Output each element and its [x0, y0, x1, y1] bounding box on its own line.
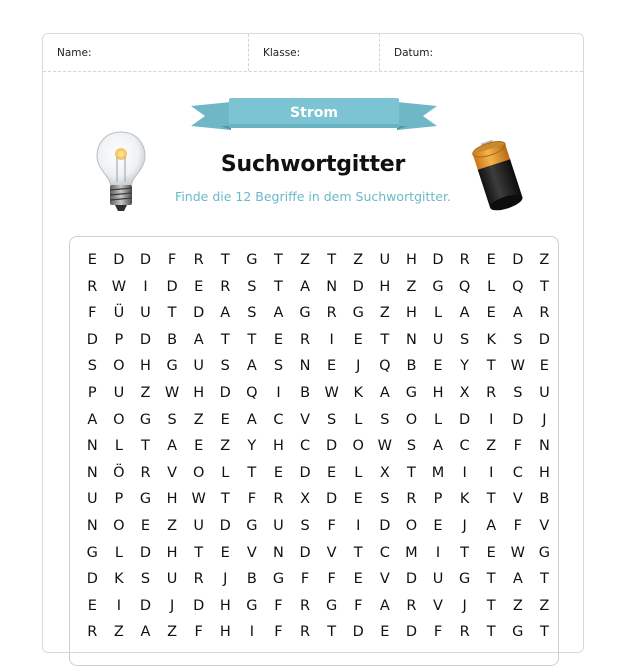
grid-letter[interactable]: G — [458, 571, 471, 588]
grid-letter[interactable]: T — [194, 544, 204, 561]
grid-letter[interactable]: E — [220, 411, 230, 428]
grid-letter[interactable]: W — [111, 278, 127, 295]
grid-letter[interactable]: G — [326, 597, 338, 614]
grid-letter[interactable]: F — [247, 491, 257, 508]
worksheet-instruction: Finde die 12 Begriffe in dem Suchwortgitter. — [175, 189, 451, 204]
grid-letter[interactable]: T — [220, 331, 230, 348]
grid-letter[interactable]: K — [353, 384, 363, 401]
grid-letter[interactable]: G — [86, 544, 98, 561]
grid-letter[interactable]: P — [433, 491, 443, 508]
grid-letter[interactable]: A — [433, 438, 443, 455]
grid-letter[interactable]: T — [539, 624, 549, 641]
grid-letter[interactable]: D — [139, 252, 152, 268]
grid-letter[interactable]: W — [510, 358, 525, 375]
grid-letter[interactable]: E — [353, 571, 363, 588]
grid-letter[interactable]: S — [327, 411, 337, 428]
grid-letter[interactable]: D — [538, 331, 550, 348]
grid-letter[interactable]: Ü — [113, 305, 125, 322]
grid-letter[interactable]: I — [435, 544, 441, 561]
grid-letter[interactable]: T — [539, 571, 549, 588]
grid-letter[interactable]: F — [274, 597, 283, 614]
grid-letter[interactable]: R — [300, 331, 311, 348]
grid-letter[interactable]: L — [433, 411, 443, 428]
grid-letter[interactable]: E — [433, 517, 443, 534]
grid-letter[interactable]: I — [276, 384, 281, 401]
datum-label: Datum: — [394, 47, 434, 59]
grid-letter[interactable]: M — [431, 464, 445, 481]
grid-letter[interactable]: D — [113, 252, 125, 268]
grid-letter[interactable]: Z — [486, 438, 497, 455]
grid-letter[interactable]: S — [273, 358, 284, 375]
grid-letter[interactable]: N — [538, 438, 550, 455]
grid-letter[interactable]: E — [433, 358, 443, 375]
grid-letter[interactable]: Z — [220, 438, 231, 455]
grid-letter[interactable]: F — [327, 517, 336, 534]
grid-letter[interactable]: O — [113, 411, 125, 428]
grid-letter[interactable]: A — [379, 384, 390, 401]
grid-letter[interactable]: T — [247, 331, 257, 348]
grid-letter[interactable]: R — [326, 305, 337, 322]
grid-letter[interactable]: P — [87, 384, 97, 401]
grid-letter[interactable]: V — [326, 544, 337, 561]
grid-letter[interactable]: F — [327, 571, 336, 588]
grid-letter[interactable]: H — [273, 438, 284, 455]
grid-letter[interactable]: T — [486, 358, 496, 375]
grid-letter[interactable]: O — [405, 517, 418, 534]
grid-letter[interactable]: L — [221, 464, 230, 481]
grid-letter[interactable]: T — [141, 438, 150, 455]
grid-letter[interactable]: A — [193, 331, 204, 348]
grid-letter[interactable]: D — [405, 571, 417, 588]
grid-letter[interactable]: N — [299, 358, 311, 375]
grid-letter[interactable]: D — [326, 491, 338, 508]
grid-letter[interactable]: W — [377, 438, 392, 455]
grid-letter[interactable]: S — [460, 331, 470, 348]
grid-letter[interactable]: Z — [379, 305, 390, 322]
grid-letter[interactable]: D — [219, 384, 231, 401]
grid-letter[interactable]: V — [167, 464, 178, 481]
grid-letter[interactable]: E — [353, 331, 363, 348]
grid-letter[interactable]: G — [272, 571, 285, 588]
grid-letter[interactable]: S — [513, 384, 523, 401]
grid-letter[interactable]: Z — [300, 252, 311, 268]
grid-letter[interactable]: D — [405, 624, 417, 641]
grid-letter[interactable]: Y — [460, 358, 470, 375]
grid-letter[interactable]: A — [379, 597, 390, 614]
grid-letter[interactable]: A — [87, 411, 98, 428]
grid-letter[interactable]: T — [220, 491, 230, 508]
topic-label: Strom — [290, 105, 338, 121]
grid-letter[interactable]: V — [300, 411, 310, 428]
grid-letter[interactable]: T — [486, 597, 496, 614]
grid-letter[interactable]: F — [513, 438, 522, 455]
grid-letter[interactable]: H — [219, 597, 231, 614]
grid-letter[interactable]: S — [247, 278, 257, 295]
grid-letter[interactable]: E — [327, 464, 337, 481]
worksheet — [42, 33, 584, 653]
grid-letter[interactable]: O — [113, 517, 125, 534]
grid-letter[interactable]: J — [462, 517, 467, 534]
klasse-label: Klasse: — [263, 47, 301, 59]
grid-letter[interactable]: G — [246, 597, 258, 614]
grid-letter[interactable]: J — [169, 597, 175, 614]
grid-letter[interactable]: F — [354, 597, 363, 614]
grid-letter[interactable]: Z — [353, 252, 364, 268]
klasse-field[interactable] — [249, 34, 380, 71]
grid-letter[interactable]: G — [538, 544, 551, 561]
grid-letter[interactable]: C — [273, 411, 284, 428]
grid-letter[interactable]: J — [542, 411, 547, 428]
grid-letter[interactable]: E — [87, 597, 97, 614]
grid-letter[interactable]: A — [140, 624, 151, 641]
datum-field[interactable] — [380, 34, 583, 71]
grid-letter[interactable]: L — [433, 305, 443, 322]
grid-letter[interactable]: G — [405, 384, 418, 401]
grid-letter[interactable]: U — [166, 571, 178, 588]
grid-letter[interactable]: N — [273, 544, 284, 561]
grid-letter[interactable]: R — [300, 597, 311, 614]
grid-letter[interactable]: B — [406, 358, 417, 375]
grid-letter[interactable]: U — [539, 384, 550, 401]
grid-letter[interactable]: H — [166, 544, 178, 561]
grid-letter[interactable]: N — [326, 278, 338, 295]
grid-letter[interactable]: E — [486, 544, 496, 561]
grid-letter[interactable]: N — [86, 438, 98, 455]
grid-letter[interactable]: Z — [539, 252, 550, 268]
grid-letter[interactable]: Q — [458, 278, 471, 295]
grid-letter[interactable]: G — [299, 305, 311, 322]
grid-letter[interactable]: W — [510, 544, 525, 561]
grid-letter[interactable]: T — [274, 252, 283, 268]
grid-letter[interactable]: H — [405, 305, 417, 322]
grid-letter[interactable]: G — [246, 252, 258, 268]
grid-letter[interactable]: A — [246, 411, 257, 428]
grid-letter[interactable]: S — [87, 358, 97, 375]
grid-letter[interactable]: E — [486, 305, 496, 322]
grid-letter[interactable]: D — [219, 517, 231, 534]
grid-letter[interactable]: F — [300, 571, 310, 588]
grid-letter[interactable]: I — [356, 517, 361, 534]
grid-letter[interactable]: Q — [246, 384, 258, 401]
grid-letter[interactable]: G — [166, 358, 178, 375]
grid-letter[interactable]: F — [513, 517, 522, 534]
grid-letter[interactable]: I — [249, 624, 254, 641]
grid-letter[interactable]: C — [459, 438, 470, 455]
grid-letter[interactable]: J — [223, 571, 228, 588]
grid-letter[interactable]: A — [300, 278, 310, 295]
grid-letter[interactable]: M — [405, 544, 418, 561]
grid-letter[interactable]: T — [247, 464, 257, 481]
grid-letter[interactable]: T — [327, 252, 337, 268]
grid-letter[interactable]: W — [191, 491, 206, 508]
grid-letter[interactable]: I — [329, 331, 334, 348]
grid-letter[interactable]: U — [432, 331, 444, 348]
grid-letter[interactable]: Z — [113, 624, 124, 641]
grid-letter[interactable]: X — [379, 464, 390, 481]
grid-letter[interactable]: E — [486, 252, 496, 268]
grid-letter[interactable]: D — [139, 544, 152, 561]
grid-letter[interactable]: E — [380, 624, 390, 641]
grid-letter[interactable]: D — [86, 571, 98, 588]
grid-letter[interactable]: K — [486, 331, 496, 348]
grid-letter[interactable]: H — [219, 624, 231, 641]
worksheet-title: Suchwortgitter — [220, 152, 406, 177]
grid-letter[interactable]: E — [273, 331, 284, 348]
grid-letter[interactable]: E — [140, 517, 151, 534]
grid-letter[interactable]: L — [114, 438, 123, 455]
grid-letter[interactable]: R — [87, 624, 98, 641]
grid-letter[interactable]: D — [432, 252, 444, 268]
grid-letter[interactable]: H — [405, 252, 417, 268]
grid-letter[interactable]: S — [300, 517, 310, 534]
grid-letter[interactable]: S — [247, 305, 257, 322]
grid-letter[interactable]: T — [380, 331, 390, 348]
name-field[interactable] — [43, 34, 249, 71]
grid-letter[interactable]: U — [273, 517, 284, 534]
grid-letter[interactable]: D — [193, 597, 205, 614]
grid-letter[interactable]: F — [167, 252, 177, 268]
grid-letter[interactable]: E — [194, 278, 204, 295]
grid-letter[interactable]: U — [432, 571, 444, 588]
grid-letter[interactable]: S — [167, 411, 177, 428]
grid-letter[interactable]: X — [300, 491, 311, 508]
grid-letter[interactable]: U — [113, 384, 125, 401]
grid-letter[interactable]: H — [432, 384, 444, 401]
grid-letter[interactable]: H — [140, 358, 151, 375]
grid-letter[interactable]: D — [139, 331, 152, 348]
grid-letter[interactable]: T — [406, 464, 416, 481]
grid-letter[interactable]: C — [379, 544, 390, 561]
grid-letter[interactable]: G — [432, 278, 444, 295]
grid-letter[interactable]: A — [273, 305, 284, 322]
grid-letter[interactable]: D — [166, 278, 178, 295]
grid-letter[interactable]: E — [194, 438, 204, 455]
grid-letter[interactable]: T — [460, 544, 470, 561]
grid-letter[interactable]: R — [87, 278, 98, 295]
grid-letter[interactable]: S — [140, 571, 151, 588]
topic-banner — [191, 96, 437, 134]
student-info-row — [43, 34, 583, 72]
grid-letter[interactable]: N — [405, 331, 417, 348]
grid-letter[interactable]: W — [324, 384, 339, 401]
grid-letter[interactable]: B — [167, 331, 178, 348]
grid-letter[interactable]: S — [380, 491, 390, 508]
grid-letter[interactable]: A — [512, 305, 523, 322]
grid-letter[interactable]: R — [273, 491, 284, 508]
grid-letter[interactable]: I — [116, 597, 122, 614]
grid-letter[interactable]: T — [486, 491, 496, 508]
grid-letter[interactable]: I — [489, 411, 494, 428]
grid-letter[interactable]: L — [354, 411, 363, 428]
grid-letter[interactable]: D — [512, 252, 524, 268]
grid-letter[interactable]: T — [486, 571, 496, 588]
grid-letter[interactable]: A — [459, 305, 470, 322]
grid-letter[interactable]: O — [352, 438, 364, 455]
grid-letter[interactable]: U — [193, 358, 204, 375]
grid-letter[interactable]: G — [139, 411, 152, 428]
grid-letter[interactable]: U — [86, 491, 98, 508]
grid-letter[interactable]: T — [220, 252, 230, 268]
grid-letter[interactable]: T — [353, 544, 363, 561]
word-search-box — [69, 236, 559, 666]
grid-letter[interactable]: R — [140, 464, 151, 481]
grid-letter[interactable]: Z — [193, 411, 204, 428]
grid-letter[interactable]: A — [167, 438, 178, 455]
grid-letter[interactable]: Z — [167, 517, 178, 534]
grid-letter[interactable]: I — [489, 464, 494, 481]
grid-letter[interactable]: Z — [539, 597, 550, 614]
grid-letter[interactable]: L — [354, 464, 363, 481]
grid-letter[interactable]: O — [113, 358, 125, 375]
grid-letter[interactable]: T — [274, 278, 283, 295]
grid-letter[interactable]: G — [512, 624, 524, 641]
grid-letter[interactable]: R — [459, 252, 470, 268]
grid-letter[interactable]: E — [220, 544, 230, 561]
grid-letter[interactable]: R — [459, 624, 470, 641]
grid-letter[interactable]: I — [143, 278, 148, 295]
grid-letter[interactable]: D — [193, 305, 205, 322]
grid-letter[interactable]: U — [193, 517, 204, 534]
grid-letter[interactable]: D — [459, 411, 471, 428]
grid-letter[interactable]: S — [220, 358, 230, 375]
grid-letter[interactable]: A — [220, 305, 231, 322]
word-search-grid — [79, 247, 558, 646]
grid-letter[interactable]: B — [539, 491, 550, 508]
grid-letter[interactable]: Z — [167, 624, 178, 641]
grid-letter[interactable]: P — [114, 331, 124, 348]
grid-letter[interactable]: E — [353, 491, 363, 508]
grid-letter[interactable]: L — [487, 278, 496, 295]
grid-letter[interactable]: S — [513, 331, 523, 348]
grid-letter[interactable]: N — [86, 464, 98, 481]
grid-letter[interactable]: F — [194, 624, 203, 641]
grid-letter[interactable]: R — [406, 597, 417, 614]
grid-letter[interactable]: P — [114, 491, 124, 508]
grid-letter[interactable]: K — [114, 571, 124, 588]
grid-letter[interactable]: D — [379, 517, 391, 534]
grid-letter[interactable]: H — [538, 464, 550, 481]
grid-letter[interactable]: R — [220, 278, 231, 295]
grid-letter[interactable]: D — [139, 597, 152, 614]
grid-letter[interactable]: N — [86, 517, 98, 534]
grid-letter[interactable]: V — [512, 491, 523, 508]
grid-letter[interactable]: H — [166, 491, 178, 508]
grid-letter[interactable]: V — [539, 517, 550, 534]
grid-letter[interactable]: E — [539, 358, 549, 375]
grid-letter[interactable]: W — [164, 384, 180, 401]
grid-letter[interactable]: R — [486, 384, 497, 401]
name-label: Name: — [57, 47, 92, 59]
grid-letter[interactable]: Q — [379, 358, 391, 375]
grid-letter[interactable]: T — [539, 278, 549, 295]
grid-letter[interactable]: J — [356, 358, 361, 375]
grid-letter[interactable]: Ö — [113, 464, 125, 481]
grid-letter[interactable]: S — [380, 411, 390, 428]
grid-letter[interactable]: X — [459, 384, 470, 401]
grid-letter[interactable]: D — [326, 438, 338, 455]
grid-letter[interactable]: C — [299, 438, 311, 455]
grid-letter[interactable]: T — [486, 624, 496, 641]
grid-letter[interactable]: O — [405, 411, 418, 428]
grid-letter[interactable]: I — [462, 464, 467, 481]
grid-letter[interactable]: G — [139, 491, 152, 508]
grid-letter[interactable]: Z — [140, 384, 151, 401]
grid-letter[interactable]: S — [406, 438, 417, 455]
grid-letter[interactable]: R — [300, 624, 311, 641]
grid-letter[interactable]: V — [246, 544, 257, 561]
grid-letter[interactable]: A — [486, 517, 497, 534]
grid-letter[interactable]: L — [114, 544, 123, 561]
grid-letter[interactable]: D — [299, 544, 311, 561]
grid-letter[interactable]: V — [433, 597, 443, 614]
grid-letter[interactable]: E — [87, 252, 97, 268]
grid-letter[interactable]: R — [193, 252, 204, 268]
grid-letter[interactable]: V — [379, 571, 390, 588]
grid-letter[interactable]: T — [167, 305, 177, 322]
grid-letter[interactable]: E — [273, 464, 284, 481]
grid-letter[interactable]: B — [246, 571, 257, 588]
grid-letter[interactable]: Y — [247, 438, 257, 455]
grid-letter[interactable]: A — [512, 571, 523, 588]
grid-letter[interactable]: Z — [512, 597, 523, 614]
grid-letter[interactable]: F — [274, 624, 283, 641]
grid-letter[interactable]: E — [327, 358, 337, 375]
grid-letter[interactable]: Z — [406, 278, 417, 295]
grid-letter[interactable]: G — [352, 305, 364, 322]
grid-letter[interactable]: H — [379, 278, 391, 295]
grid-letter[interactable]: C — [512, 464, 523, 481]
grid-letter[interactable]: Q — [512, 278, 524, 295]
grid-letter[interactable]: D — [352, 278, 364, 295]
grid-letter[interactable]: R — [539, 305, 550, 322]
grid-letter[interactable]: K — [459, 491, 470, 508]
grid-letter[interactable]: A — [246, 358, 257, 375]
grid-letter[interactable]: R — [406, 491, 417, 508]
grid-letter[interactable]: D — [352, 624, 364, 641]
grid-letter[interactable]: F — [433, 624, 443, 641]
grid-letter[interactable]: D — [86, 331, 98, 348]
grid-letter[interactable]: U — [379, 252, 391, 268]
grid-letter[interactable]: B — [300, 384, 311, 401]
grid-letter[interactable]: F — [88, 305, 97, 322]
grid-letter[interactable]: O — [192, 464, 205, 481]
grid-letter[interactable]: T — [327, 624, 337, 641]
grid-letter[interactable]: H — [193, 384, 205, 401]
grid-letter[interactable]: U — [140, 305, 151, 322]
grid-letter[interactable]: D — [299, 464, 311, 481]
grid-letter[interactable]: J — [462, 597, 467, 614]
grid-letter[interactable]: R — [193, 571, 204, 588]
grid-letter[interactable]: D — [512, 411, 524, 428]
grid-letter[interactable]: G — [246, 517, 258, 534]
